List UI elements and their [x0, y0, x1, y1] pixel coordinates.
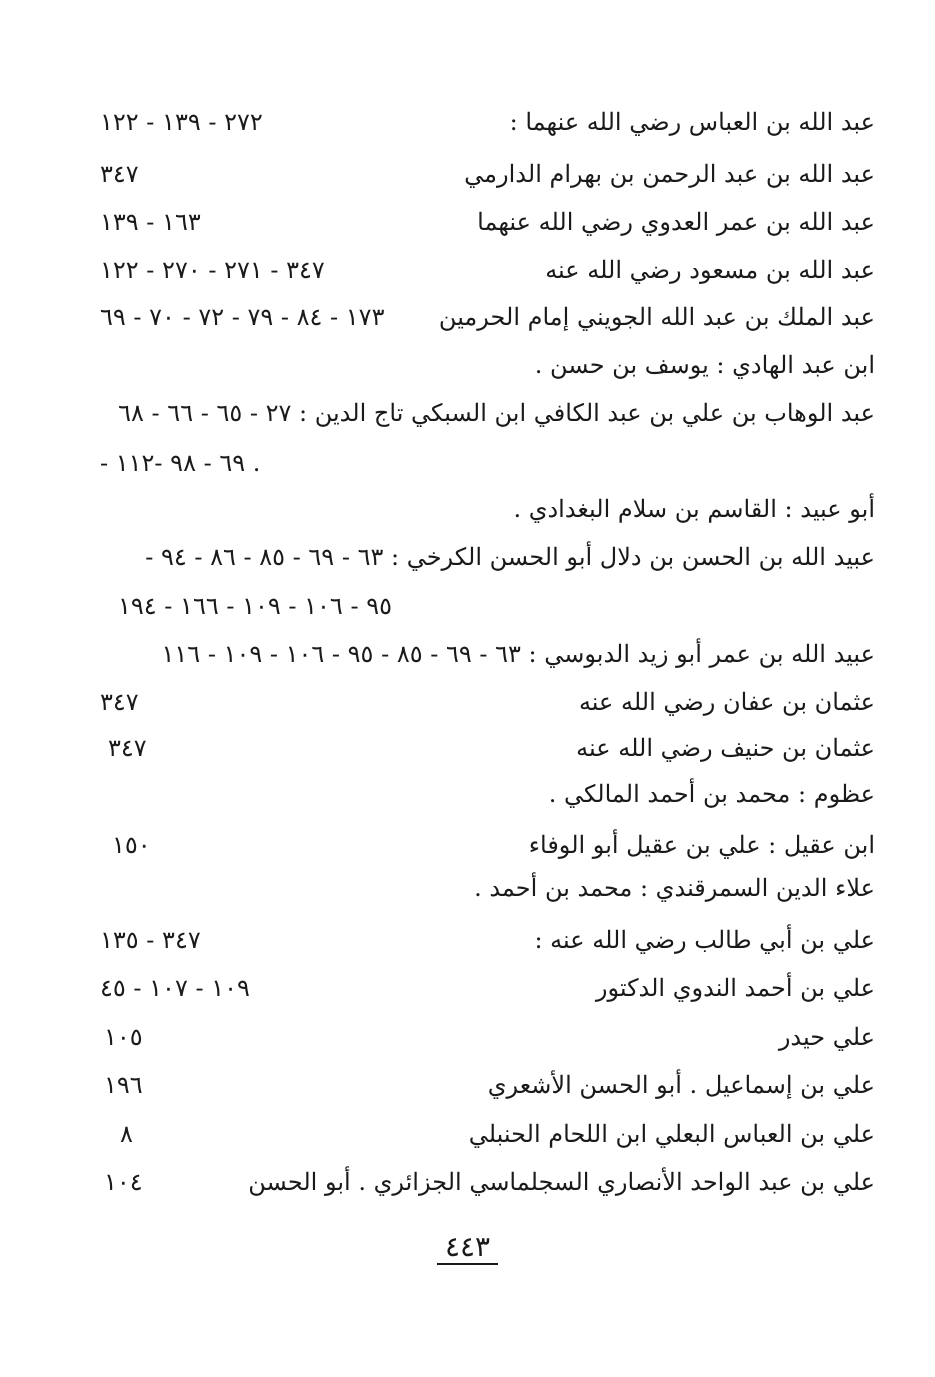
- entry-pages: ٣٤٧: [100, 160, 139, 188]
- index-entry: [100, 866, 875, 910]
- entry-name: علي بن أبي طالب رضي الله عنه :: [534, 926, 875, 954]
- entry-pages: ١٠٤: [104, 1168, 143, 1196]
- entry-text: عبيد الله بن عمر أبو زيد الدبوسي : ٦٣ - ٦٩ - ٨٥ - ٩٥ - ١٠٦ - ١٠٩ - ١١٦: [161, 640, 875, 668]
- entry-name: ابن عقيل : علي بن عقيل أبو الوفاء: [528, 831, 875, 859]
- index-entry: [100, 391, 875, 435]
- entry-pages: ٣٤٧ - ٢٧١ - ٢٧٠ - ١٢٢: [100, 256, 325, 284]
- index-entry: [100, 1160, 875, 1204]
- entry-name: علي بن إسماعيل . أبو الحسن الأشعري: [487, 1071, 875, 1099]
- entry-pages: ٢٧٢ - ١٣٩ - ١٢٢: [100, 108, 263, 136]
- index-entry: [100, 918, 875, 962]
- entry-name: علي بن العباس البعلي ابن اللحام الحنبلي: [468, 1120, 875, 1148]
- entry-pages: ٣٤٧ - ١٣٥: [100, 926, 201, 954]
- entry-pages: ٣٤٧: [108, 734, 147, 762]
- entry-name: ابن عبد الهادي : يوسف بن حسن .: [534, 351, 875, 379]
- entry-pages: ٩٥ - ١٠٦ - ١٠٩ - ١٦٦ - ١٩٤: [118, 592, 392, 620]
- index-entry: [100, 1112, 875, 1156]
- entry-name: علاء الدين السمرقندي : محمد بن أحمد .: [474, 874, 875, 902]
- page-number: [0, 1230, 935, 1263]
- index-entry: [100, 200, 875, 244]
- entry-name: عثمان بن عفان رضي الله عنه: [578, 688, 875, 716]
- entry-pages: ١٩٦: [104, 1071, 143, 1099]
- index-entry: [100, 772, 875, 816]
- index-entry: [100, 343, 875, 387]
- index-entry: [100, 100, 875, 144]
- entry-pages: ١٠٥: [104, 1023, 143, 1051]
- entry-pages: ١٧٣ - ٨٤ - ٧٩ - ٧٢ - ٧٠ - ٦٩: [100, 303, 385, 331]
- entry-name: عبد الله بن العباس رضي الله عنهما :: [509, 108, 875, 136]
- entry-name: عظوم : محمد بن أحمد المالكي .: [548, 780, 875, 808]
- entry-text: عبيد الله بن الحسن بن دلال أبو الحسن الكرخي : ٦٣ - ٦٩ - ٨٥ - ٨٦ - ٩٤ -: [145, 543, 875, 571]
- index-entry: [100, 535, 875, 579]
- index-entry: [100, 680, 875, 724]
- index-entry: [100, 823, 875, 867]
- index-entry: [100, 248, 875, 292]
- entry-pages: ١٥٠: [112, 831, 151, 859]
- index-entry: [100, 1063, 875, 1107]
- entry-name: عثمان بن حنيف رضي الله عنه: [576, 734, 875, 762]
- page-number-text: ٤٤٣: [437, 1230, 498, 1265]
- index-entry: [100, 726, 875, 770]
- index-entry: [100, 295, 875, 339]
- index-entry-continuation: [100, 584, 875, 628]
- entry-name: علي بن عبد الواحد الأنصاري السجلماسي الجزائري . أبو الحسن: [248, 1168, 875, 1196]
- entry-name: عبد الله بن عبد الرحمن بن بهرام الدارمي: [464, 160, 875, 188]
- entry-name: عبد الله بن مسعود رضي الله عنه: [545, 256, 875, 284]
- index-entry: [100, 487, 875, 531]
- entry-name: علي حيدر: [778, 1023, 875, 1051]
- entry-pages: ١٠٩ - ١٠٧ - ٤٥: [100, 974, 250, 1002]
- entry-pages: ١٦٣ - ١٣٩: [100, 208, 201, 236]
- index-entry: [100, 632, 875, 676]
- entry-name: علي بن أحمد الندوي الدكتور: [595, 974, 875, 1002]
- index-entry: [100, 152, 875, 196]
- entry-name: عبد الله بن عمر العدوي رضي الله عنهما: [477, 208, 875, 236]
- index-entry: [100, 1015, 875, 1059]
- index-entry-continuation: [100, 441, 875, 485]
- entry-pages: ٨: [120, 1120, 133, 1148]
- entry-pages: ٣٤٧: [100, 688, 139, 716]
- entry-pages: - ٦٩ - ٩٨ -١١٢ .: [100, 449, 261, 477]
- index-entry: [100, 966, 875, 1010]
- entry-text: عبد الوهاب بن علي بن عبد الكافي ابن السبكي تاج الدين : ٢٧ - ٦٥ - ٦٦ - ٦٨: [118, 399, 875, 427]
- entry-name: عبد الملك بن عبد الله الجويني إمام الحرمين: [438, 303, 875, 331]
- entry-name: أبو عبيد : القاسم بن سلام البغدادي .: [513, 495, 875, 523]
